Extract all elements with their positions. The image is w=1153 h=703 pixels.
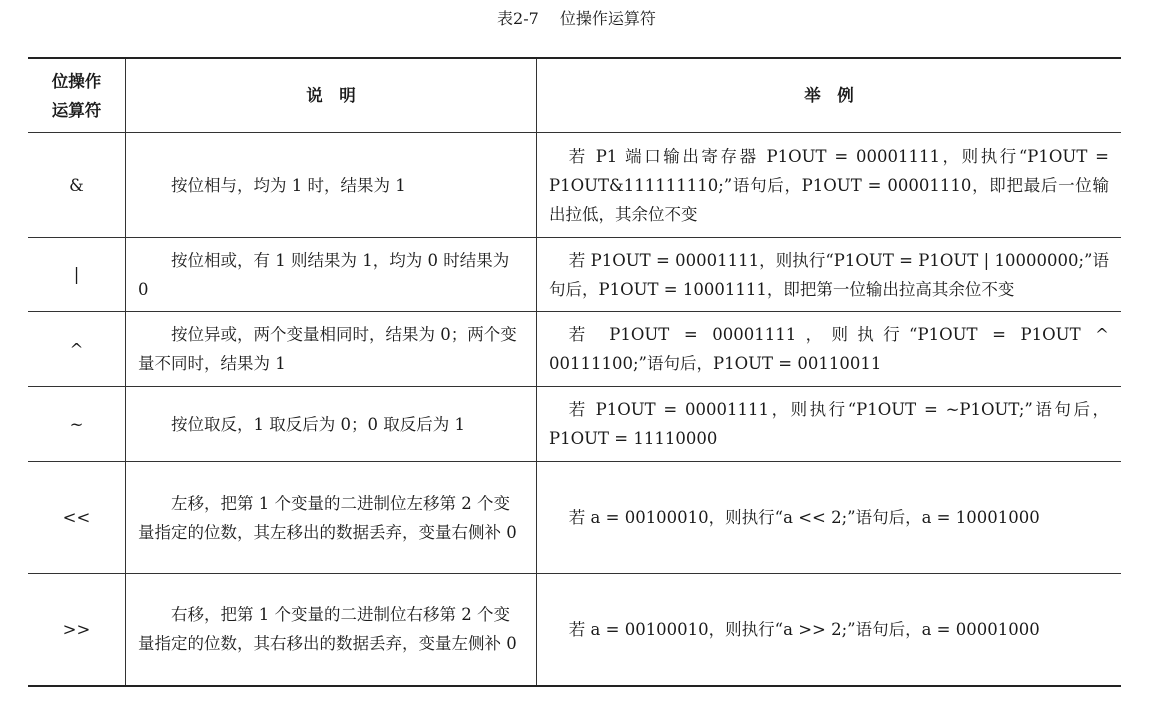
header-example: 举 例 bbox=[537, 58, 1122, 133]
operator-cell: | bbox=[28, 238, 126, 312]
description-cell: 左移，把第 1 个变量的二进制位左移第 2 个变量指定的位数，其左移出的数据丢弃，变量右侧补 0 bbox=[126, 462, 537, 574]
operator-cell: ^ bbox=[28, 312, 126, 387]
table-caption bbox=[0, 6, 1153, 29]
operator-cell: << bbox=[28, 462, 126, 574]
example-cell: 若 P1 端口输出寄存器 P1OUT = 00001111，则执行“P1OUT = P1OUT&111111110;”语句后，P1OUT = 00001110，即把最后一位输出拉低，其余位不变 bbox=[537, 133, 1122, 238]
description-cell: 右移，把第 1 个变量的二进制位右移第 2 个变量指定的位数，其右移出的数据丢弃，变量左侧补 0 bbox=[126, 574, 537, 686]
operator-cell: >> bbox=[28, 574, 126, 686]
table-row bbox=[28, 238, 1121, 312]
example-cell: 若 P1OUT = 00001111，则执行“P1OUT = P1OUT | 10000000;”语句后，P1OUT = 10001111，即把第一位输出拉高其余位不变 bbox=[537, 238, 1122, 312]
example-cell: 若 P1OUT = 00001111，则执行“P1OUT = P1OUT ^ 00111100;”语句后，P1OUT = 00110011 bbox=[537, 312, 1122, 387]
description-cell: 按位相与，均为 1 时，结果为 1 bbox=[126, 133, 537, 238]
example-cell: 若 a = 00100010，则执行“a << 2;”语句后，a = 10001000 bbox=[537, 462, 1122, 574]
bit-operators-table bbox=[28, 57, 1121, 687]
table-row bbox=[28, 462, 1121, 574]
table-row bbox=[28, 133, 1121, 238]
table-row bbox=[28, 387, 1121, 462]
description-cell: 按位异或，两个变量相同时，结果为 0；两个变量不同时，结果为 1 bbox=[126, 312, 537, 387]
example-cell: 若 P1OUT = 00001111，则执行“P1OUT = ~P1OUT;”语句后，P1OUT = 11110000 bbox=[537, 387, 1122, 462]
table-title: 位操作运算符 bbox=[559, 9, 656, 28]
table-row bbox=[28, 312, 1121, 387]
description-cell: 按位相或，有 1 则结果为 1，均为 0 时结果为 0 bbox=[126, 238, 537, 312]
header-row bbox=[28, 58, 1121, 133]
operator-cell: & bbox=[28, 133, 126, 238]
header-description: 说 明 bbox=[126, 58, 537, 133]
table-row bbox=[28, 574, 1121, 686]
operator-cell: ~ bbox=[28, 387, 126, 462]
description-cell: 按位取反，1 取反后为 0；0 取反后为 1 bbox=[126, 387, 537, 462]
header-operator: 位操作运算符 bbox=[28, 58, 126, 133]
table-number: 表2-7 bbox=[497, 9, 539, 28]
example-cell: 若 a = 00100010，则执行“a >> 2;”语句后，a = 00001000 bbox=[537, 574, 1122, 686]
